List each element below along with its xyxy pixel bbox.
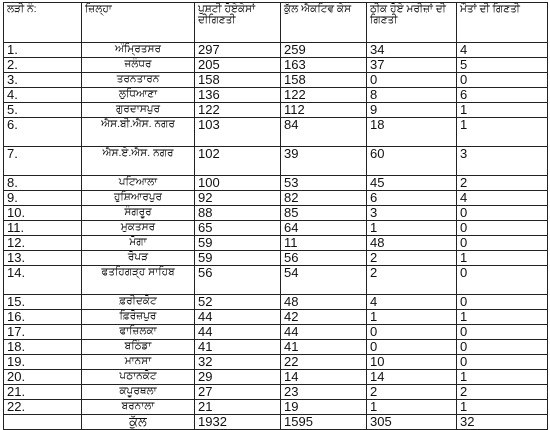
cell-sr: 9. [4, 191, 82, 206]
cell-deaths: 6 [457, 88, 548, 103]
cell-recovered: 34 [367, 43, 457, 58]
cell-active: 84 [281, 118, 367, 147]
cell-deaths: 1 [457, 251, 548, 266]
cell-deaths: 1 [457, 310, 548, 325]
cell-active: 42 [281, 310, 367, 325]
cell-sr: 18. [4, 340, 82, 355]
cell-confirmed: 102 [195, 147, 281, 176]
cell-confirmed: 32 [195, 355, 281, 370]
cell-district: ਅੰਮ੍ਰਿਤਸਰ [82, 43, 195, 58]
cell-sr: 4. [4, 88, 82, 103]
cell-recovered: 6 [367, 191, 457, 206]
cell-deaths: 0 [457, 325, 548, 340]
header-active: ਕੁੱਲ ਐਕਟਿਵ ਕੇਸ [281, 3, 367, 43]
cell-deaths: 0 [457, 266, 548, 295]
cell-sr: 8. [4, 176, 82, 191]
cell-sr: 3. [4, 73, 82, 88]
total-recovered: 305 [367, 415, 457, 430]
table-row [4, 58, 548, 73]
cell-active: 41 [281, 340, 367, 355]
header-confirmed: ਪੁਸ਼ਟੀ ਹੋਏਕੇਸਾਂ ਦੀਗਿਣਤੀ [195, 3, 281, 43]
cell-district: ਮਾਨਸਾ [82, 355, 195, 370]
cell-deaths: 0 [457, 221, 548, 236]
table-row [4, 370, 548, 385]
cell-active: 22 [281, 355, 367, 370]
cell-active: 19 [281, 400, 367, 415]
cell-recovered: 18 [367, 118, 457, 147]
cell-deaths: 4 [457, 191, 548, 206]
cell-recovered: 10 [367, 355, 457, 370]
total-row [4, 415, 548, 430]
cell-district: ਮੋਗਾ [82, 236, 195, 251]
cell-sr: 14. [4, 266, 82, 295]
cell-confirmed: 52 [195, 295, 281, 310]
cell-confirmed: 27 [195, 385, 281, 400]
cell-sr: 19. [4, 355, 82, 370]
cell-active: 259 [281, 43, 367, 58]
cell-active: 56 [281, 251, 367, 266]
table-row [4, 236, 548, 251]
cell-deaths: 3 [457, 147, 548, 176]
cell-deaths: 0 [457, 340, 548, 355]
total-active: 1595 [281, 415, 367, 430]
cell-recovered: 2 [367, 251, 457, 266]
cell-deaths: 1 [457, 370, 548, 385]
cell-active: 11 [281, 236, 367, 251]
table-row [4, 147, 548, 176]
cell-district: ਫਤਹਿਗੜ੍ਹ ਸਾਹਿਬ [82, 266, 195, 295]
cell-recovered: 48 [367, 236, 457, 251]
cell-district: ਤਰਨਤਾਰਨ [82, 73, 195, 88]
cell-confirmed: 29 [195, 370, 281, 385]
cell-recovered: 0 [367, 73, 457, 88]
cell-confirmed: 92 [195, 191, 281, 206]
cell-recovered: 1 [367, 400, 457, 415]
cell-active: 158 [281, 73, 367, 88]
cell-sr: 2. [4, 58, 82, 73]
cell-confirmed: 158 [195, 73, 281, 88]
cell-confirmed: 59 [195, 236, 281, 251]
cell-district: ਪਠਾਨਕੋਟ [82, 370, 195, 385]
cell-sr: 11. [4, 221, 82, 236]
total-label: ਕੁੱਲ [82, 415, 195, 430]
cell-active: 48 [281, 295, 367, 310]
cell-deaths: 0 [457, 73, 548, 88]
table-row [4, 206, 548, 221]
cell-confirmed: 59 [195, 251, 281, 266]
cell-district: ਸੰਗਰੂਰ [82, 206, 195, 221]
cell-sr: 12. [4, 236, 82, 251]
cell-recovered: 60 [367, 147, 457, 176]
cell-district: ਰੋਪੜ [82, 251, 195, 266]
cell-deaths: 1 [457, 103, 548, 118]
cell-active: 112 [281, 103, 367, 118]
cell-sr: 5. [4, 103, 82, 118]
cell-active: 54 [281, 266, 367, 295]
cell-deaths: 1 [457, 400, 548, 415]
cell-recovered: 9 [367, 103, 457, 118]
cell-confirmed: 205 [195, 58, 281, 73]
table-row [4, 385, 548, 400]
cell-confirmed: 100 [195, 176, 281, 191]
cell-recovered: 1 [367, 310, 457, 325]
cell-sr: 17. [4, 325, 82, 340]
cell-sr: 22. [4, 400, 82, 415]
cell-active: 85 [281, 206, 367, 221]
cell-district: ਗੁਰਦਾਸਪੁਰ [82, 103, 195, 118]
table-row [4, 310, 548, 325]
total-sr-empty [4, 415, 82, 430]
cell-confirmed: 297 [195, 43, 281, 58]
cell-district: ਲੁਧਿਆਣਾ [82, 88, 195, 103]
cell-confirmed: 103 [195, 118, 281, 147]
table-header-row [4, 3, 548, 43]
cell-district: ਬਠਿੰਡਾ [82, 340, 195, 355]
cell-sr: 20. [4, 370, 82, 385]
cell-district: ਪਟਿਆਲਾ [82, 176, 195, 191]
cell-recovered: 37 [367, 58, 457, 73]
table-row [4, 400, 548, 415]
total-confirmed: 1932 [195, 415, 281, 430]
cell-confirmed: 136 [195, 88, 281, 103]
cell-district: ਫ਼ਰੀਦਕੋਟ [82, 295, 195, 310]
cell-deaths: 1 [457, 118, 548, 147]
total-deaths: 32 [457, 415, 548, 430]
cell-sr: 16. [4, 310, 82, 325]
cell-district: ਐਸ.ਏ.ਐਸ. ਨਗਰ [82, 147, 195, 176]
cell-district: ਕਪੂਰਥਲਾ [82, 385, 195, 400]
cell-recovered: 8 [367, 88, 457, 103]
cell-active: 39 [281, 147, 367, 176]
cell-recovered: 3 [367, 206, 457, 221]
district-cases-table [3, 2, 548, 430]
cell-recovered: 14 [367, 370, 457, 385]
cell-deaths: 0 [457, 355, 548, 370]
table-body [4, 43, 548, 430]
cell-recovered: 0 [367, 340, 457, 355]
cell-recovered: 2 [367, 385, 457, 400]
cell-active: 14 [281, 370, 367, 385]
cell-recovered: 0 [367, 325, 457, 340]
cell-sr: 6. [4, 118, 82, 147]
cell-confirmed: 65 [195, 221, 281, 236]
header-sr: ਲੜੀ ਨੰ: [4, 3, 82, 43]
table-row [4, 88, 548, 103]
header-district: ਜ਼ਿਲ੍ਹਾ [82, 3, 195, 43]
cell-recovered: 2 [367, 266, 457, 295]
cell-district: ਜਲੰਧਰ [82, 58, 195, 73]
table-row [4, 191, 548, 206]
table-row [4, 295, 548, 310]
table-row [4, 251, 548, 266]
cell-deaths: 0 [457, 206, 548, 221]
header-deaths: ਮੌਤਾਂ ਦੀ ਗਿਣਤੀ [457, 3, 548, 43]
cell-district: ਹੁਸ਼ਿਆਰਪੁਰ [82, 191, 195, 206]
table-row [4, 176, 548, 191]
cell-sr: 1. [4, 43, 82, 58]
cell-district: ਮੁਕਤਸਰ [82, 221, 195, 236]
cell-active: 53 [281, 176, 367, 191]
table-row [4, 103, 548, 118]
cell-sr: 10. [4, 206, 82, 221]
cell-sr: 21. [4, 385, 82, 400]
cell-confirmed: 21 [195, 400, 281, 415]
cell-deaths: 0 [457, 295, 548, 310]
table-row [4, 43, 548, 58]
cell-deaths: 4 [457, 43, 548, 58]
cell-recovered: 4 [367, 295, 457, 310]
cell-sr: 13. [4, 251, 82, 266]
cell-recovered: 1 [367, 221, 457, 236]
cell-active: 23 [281, 385, 367, 400]
table-row [4, 355, 548, 370]
cell-active: 64 [281, 221, 367, 236]
header-recovered: ਠੀਕ ਹੋਏ ਮਰੀਜ਼ਾਂ ਦੀ ਗਿਣਤੀ [367, 3, 457, 43]
table-row [4, 266, 548, 295]
cell-active: 122 [281, 88, 367, 103]
cell-deaths: 5 [457, 58, 548, 73]
cell-active: 82 [281, 191, 367, 206]
cell-confirmed: 41 [195, 340, 281, 355]
cell-confirmed: 56 [195, 266, 281, 295]
cell-district: ਫ਼ਿਰੋਜ਼ਪੁਰ [82, 310, 195, 325]
cell-active: 44 [281, 325, 367, 340]
table-row [4, 325, 548, 340]
cell-district: ਫਾਜ਼ਿਲਕਾ [82, 325, 195, 340]
cell-district: ਬਰਨਾਲਾ [82, 400, 195, 415]
cell-deaths: 2 [457, 385, 548, 400]
table-row [4, 221, 548, 236]
table-row [4, 73, 548, 88]
cell-confirmed: 44 [195, 325, 281, 340]
cell-confirmed: 88 [195, 206, 281, 221]
cell-recovered: 45 [367, 176, 457, 191]
cell-deaths: 0 [457, 236, 548, 251]
cell-district: ਐਸ.ਬੀ.ਐਸ. ਨਗਰ [82, 118, 195, 147]
cell-confirmed: 122 [195, 103, 281, 118]
cell-confirmed: 44 [195, 310, 281, 325]
table-row [4, 340, 548, 355]
cell-active: 163 [281, 58, 367, 73]
cell-deaths: 2 [457, 176, 548, 191]
table-row [4, 118, 548, 147]
cell-sr: 7. [4, 147, 82, 176]
cell-sr: 15. [4, 295, 82, 310]
